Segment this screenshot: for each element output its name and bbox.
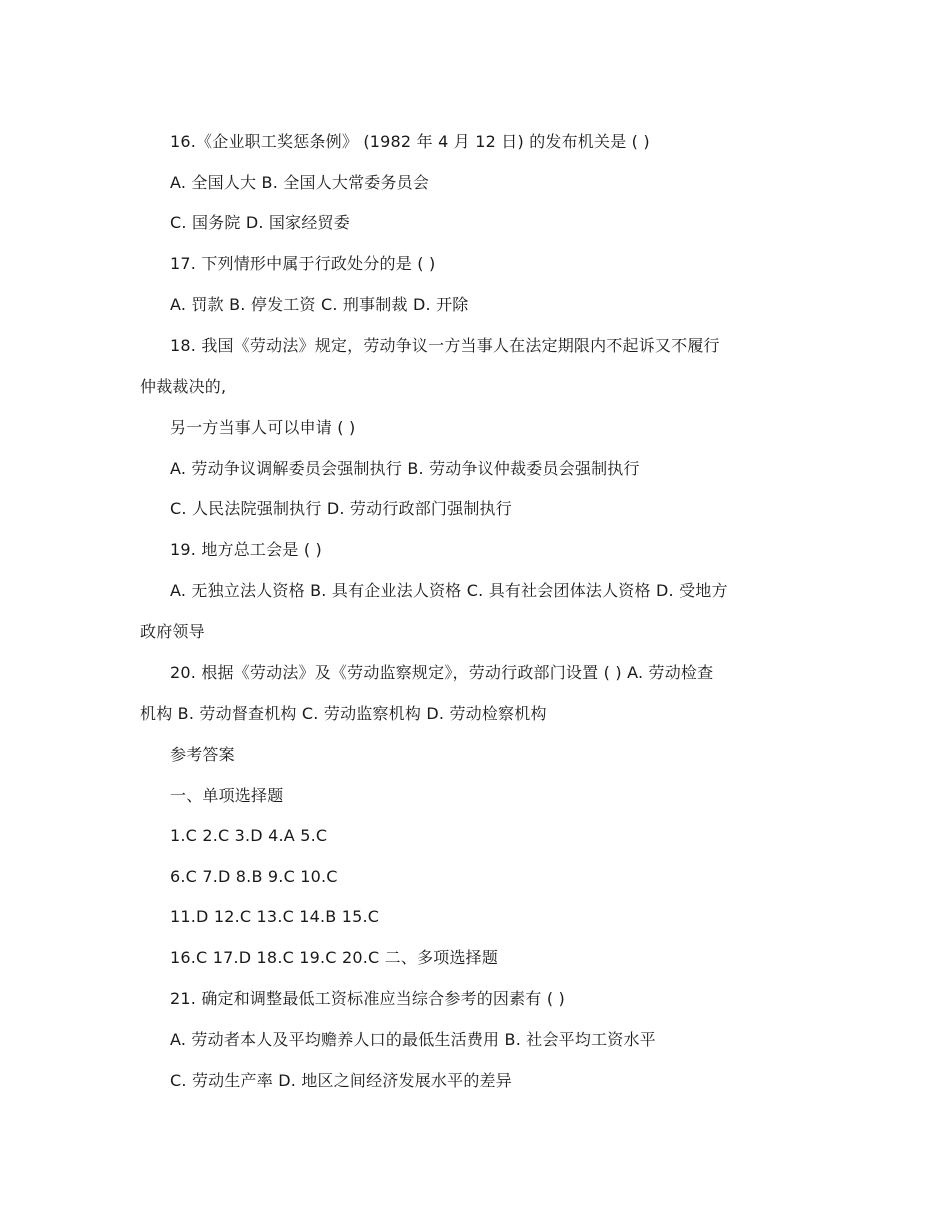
answers-11-15: 11.D 12.C 13.C 14.B 15.C [170,907,380,926]
answers-6-10: 6.C 7.D 8.B 9.C 10.C [170,867,338,886]
question-18-options-ab: A. 劳动争议调解委员会强制执行 B. 劳动争议仲裁委员会强制执行 [170,459,640,478]
answers-16-20: 16.C 17.D 18.C 19.C 20.C 二、多项选择题 [170,948,499,967]
question-18-options-cd: C. 人民法院强制执行 D. 劳动行政部门强制执行 [170,499,512,518]
question-21-options-ab: A. 劳动者本人及平均赡养人口的最低生活费用 B. 社会平均工资水平 [170,1030,656,1049]
question-19-options: A. 无独立法人资格 B. 具有企业法人资格 C. 具有社会团体法人资格 D. 受地方 [170,581,728,600]
question-17-options: A. 罚款 B. 停发工资 C. 刑事制裁 D. 开除 [170,295,469,314]
answers-1-5: 1.C 2.C 3.D 4.A 5.C [170,826,328,845]
question-19-options-continued: 政府领导 [140,622,205,641]
answer-key-heading: 参考答案 [170,745,235,764]
question-20: 20. 根据《劳动法》及《劳动监察规定》，劳动行政部门设置 ( ) A. 劳动检查 [170,663,714,682]
question-17: 17. 下列情形中属于行政处分的是 ( ) [170,254,436,273]
question-18-continued-2: 另一方当事人可以申请 ( ) [170,418,356,437]
question-16: 16.《企业职工奖惩条例》 (1982 年 4 月 12 日) 的发布机关是 ( ) [170,132,650,151]
question-19: 19. 地方总工会是 ( ) [170,540,322,559]
section-single-choice-heading: 一、单项选择题 [170,786,284,805]
question-21-options-cd: C. 劳动生产率 D. 地区之间经济发展水平的差异 [170,1071,512,1090]
question-21: 21. 确定和调整最低工资标准应当综合参考的因素有 ( ) [170,989,565,1008]
question-18: 18. 我国《劳动法》规定，劳动争议一方当事人在法定期限内不起诉又不履行 [170,336,720,355]
question-18-continued: 仲裁裁决的, [140,377,227,396]
question-16-options-ab: A. 全国人大 B. 全国人大常委务员会 [170,173,430,192]
question-16-options-cd: C. 国务院 D. 国家经贸委 [170,213,350,232]
question-20-options: 机构 B. 劳动督查机构 C. 劳动监察机构 D. 劳动检察机构 [140,704,547,723]
